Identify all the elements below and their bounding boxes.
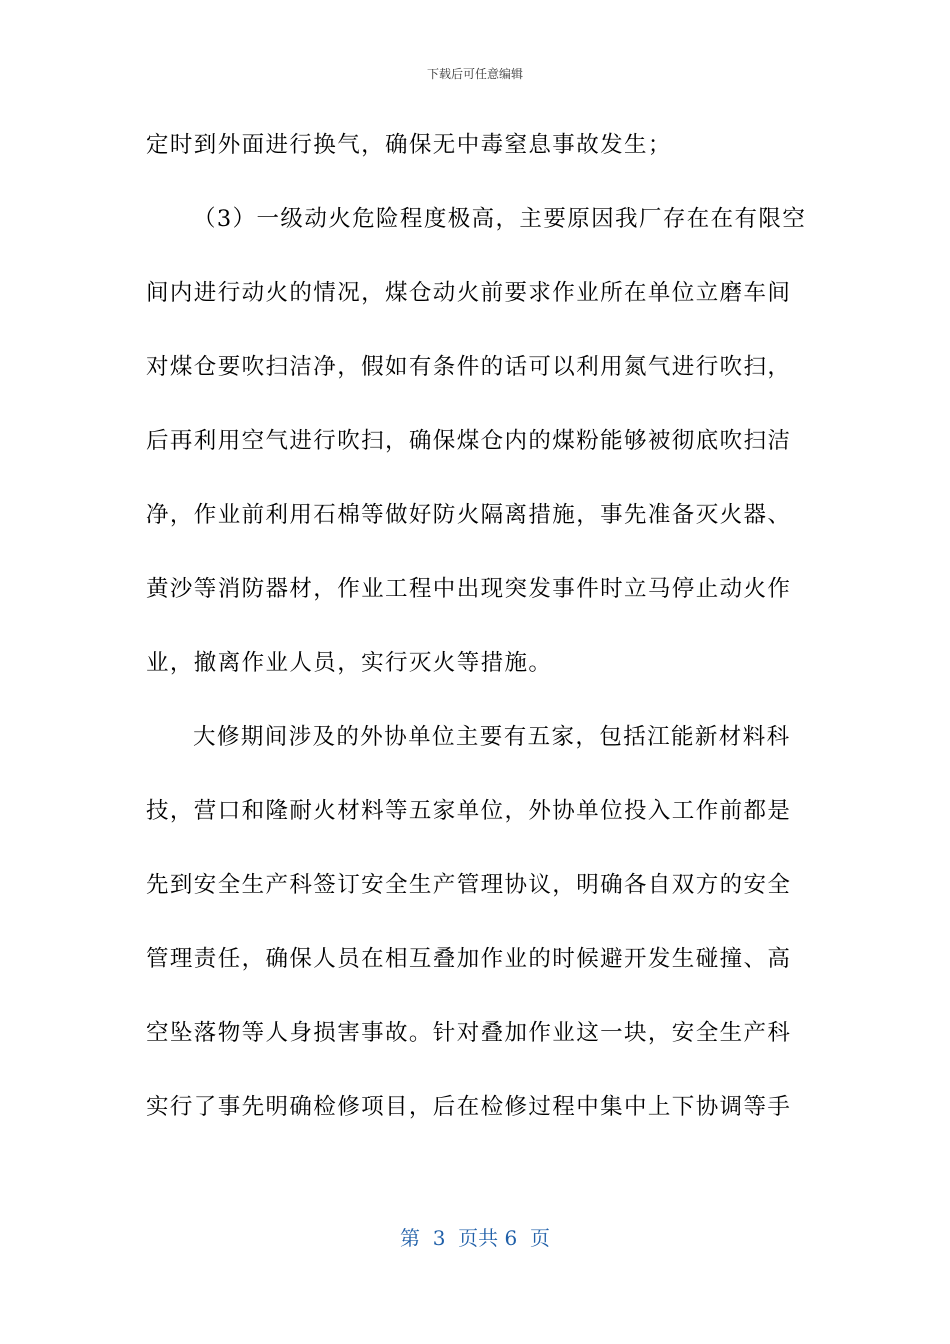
text-line: 黄沙等消防器材，作业工程中出现突发事件时立马停止动火作 [146, 576, 792, 602]
text-line: 对煤仓要吹扫洁净，假如有条件的话可以利用氮气进行吹扫， [146, 354, 792, 380]
text-line: 先到安全生产科签订安全生产管理协议，明确各自双方的安全 [146, 872, 792, 898]
page-header: 下载后可任意编辑 [426, 67, 523, 81]
text-line: 净，作业前利用石棉等做好防火隔离措施，事先准备灭火器、 [146, 502, 792, 528]
text-line: 业，撤离作业人员，实行灭火等措施。 [146, 650, 553, 676]
text-line: 技，营口和隆耐火材料等五家单位，外协单位投入工作前都是 [146, 798, 792, 824]
document-body [146, 120, 806, 1156]
text-line: 后再利用空气进行吹扫，确保煤仓内的煤粉能够被彻底吹扫洁 [146, 428, 792, 454]
text-line: 间内进行动火的情况，煤仓动火前要求作业所在单位立磨车间 [146, 280, 792, 306]
paragraph-start-line: 大修期间涉及的外协单位主要有五家，包括江能新材料科 [193, 724, 791, 750]
text-line: 定时到外面进行换气，确保无中毒窒息事故发生； [146, 132, 672, 158]
text-line: 空坠落物等人身损害事故。针对叠加作业这一块，安全生产科 [146, 1020, 792, 1046]
text-line: 管理责任，确保人员在相互叠加作业的时候避开发生碰撞、高 [146, 946, 792, 972]
text-line: 实行了事先明确检修项目，后在检修过程中集中上下协调等手 [146, 1094, 792, 1120]
page-number-footer: 第 3 页共 6 页 [400, 1226, 550, 1250]
paragraph-start-line: （3）一级动火危险程度极高，主要原因我厂存在在有限空 [193, 206, 807, 232]
